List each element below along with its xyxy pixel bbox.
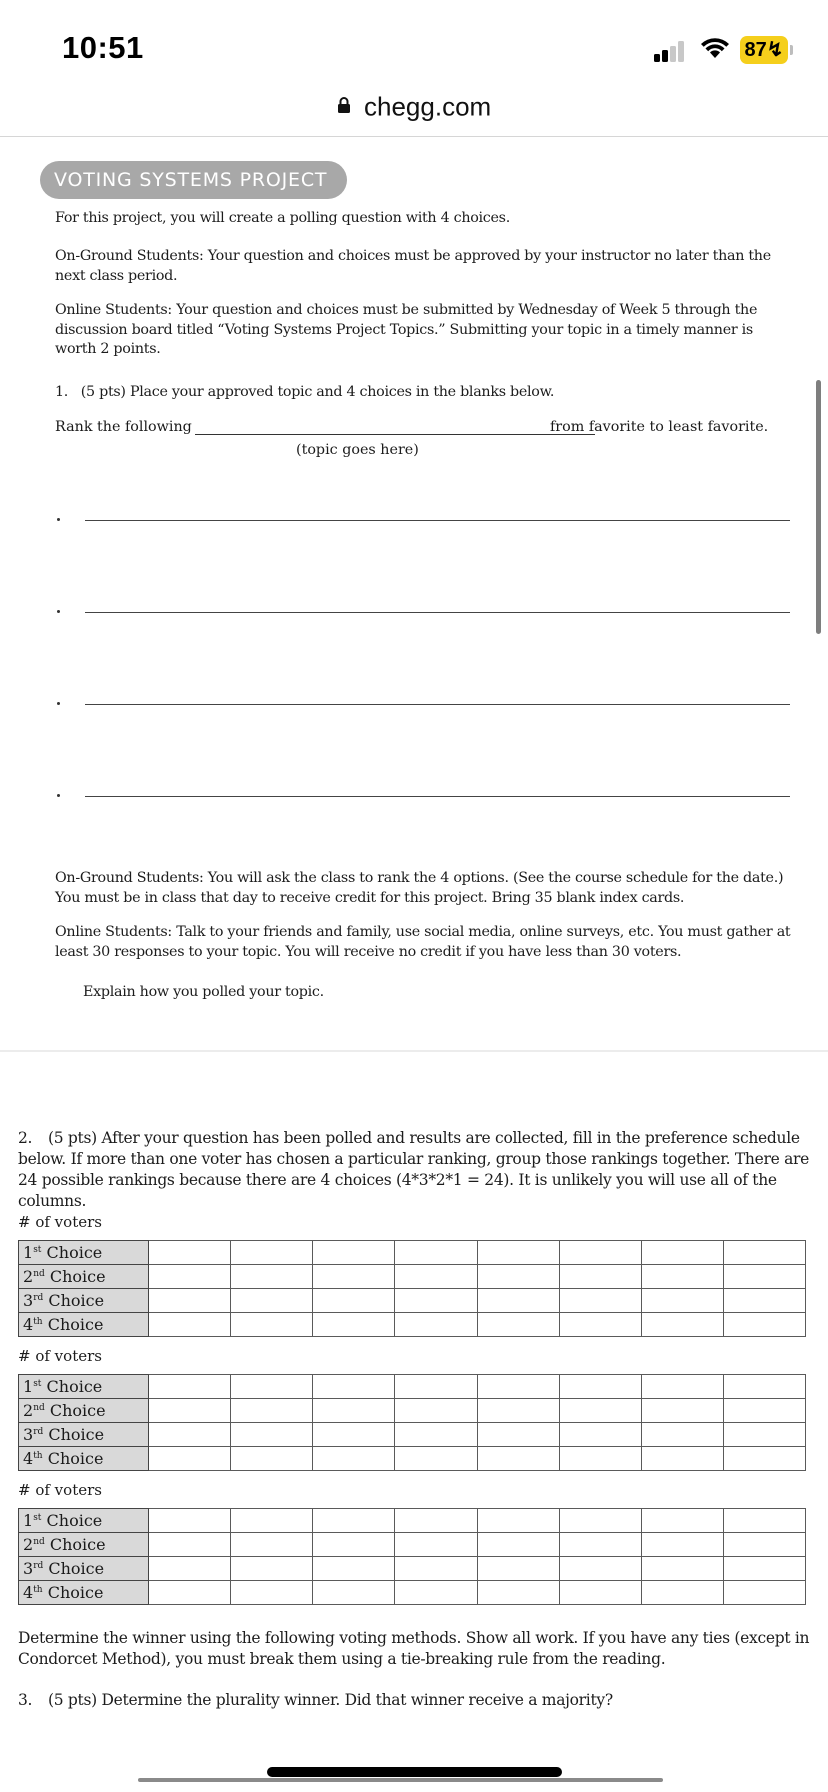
preference-cell[interactable] [231, 1289, 313, 1313]
preference-cell[interactable] [641, 1375, 723, 1399]
preference-cell[interactable] [149, 1447, 231, 1471]
preference-cell[interactable] [723, 1581, 805, 1605]
preference-cell[interactable] [559, 1399, 641, 1423]
preference-cell[interactable] [559, 1447, 641, 1471]
preference-cell[interactable] [395, 1533, 477, 1557]
preference-cell[interactable] [313, 1375, 395, 1399]
preference-cell[interactable] [641, 1241, 723, 1265]
online-topic-text: Online Students: Your question and choices must be submitted by Wednesday of Week 5 through the discussion board titled “Voting Systems Project Topics.” Submitting your topic in a timely manner is worth 2 points. [55, 302, 758, 357]
preference-cell[interactable] [641, 1289, 723, 1313]
charging-bolt-icon: ↯ [766, 39, 784, 61]
preference-cell[interactable] [395, 1289, 477, 1313]
battery-level: 87 [744, 39, 767, 61]
preference-cell[interactable] [313, 1533, 395, 1557]
preference-cell[interactable] [723, 1265, 805, 1289]
choice-rank-label: 1st Choice [19, 1509, 149, 1533]
preference-cell[interactable] [313, 1289, 395, 1313]
preference-row [19, 1375, 806, 1399]
status-bar [0, 0, 828, 98]
preference-cell[interactable] [641, 1423, 723, 1447]
preference-cell[interactable] [723, 1313, 805, 1337]
choice-blank-1 [55, 514, 790, 534]
preference-cell[interactable] [641, 1265, 723, 1289]
preference-cell[interactable] [395, 1399, 477, 1423]
preference-cell[interactable] [559, 1423, 641, 1447]
preference-table-3 [18, 1508, 806, 1605]
battery-nub [790, 45, 793, 55]
choice-rank-label: 3rd Choice [19, 1289, 149, 1313]
preference-cell[interactable] [477, 1557, 559, 1581]
preference-cell[interactable] [313, 1241, 395, 1265]
preference-cell[interactable] [231, 1557, 313, 1581]
preference-cell[interactable] [723, 1375, 805, 1399]
preference-cell[interactable] [559, 1265, 641, 1289]
preference-cell[interactable] [559, 1557, 641, 1581]
preference-cell[interactable] [559, 1509, 641, 1533]
preference-cell[interactable] [559, 1581, 641, 1605]
choice-rank-label: 4th Choice [19, 1581, 149, 1605]
choice-blank-4 [55, 790, 790, 810]
preference-cell[interactable] [313, 1265, 395, 1289]
choice-rank-label: 2nd Choice [19, 1533, 149, 1557]
preference-cell[interactable] [559, 1313, 641, 1337]
preference-row [19, 1399, 806, 1423]
preference-cell[interactable] [559, 1375, 641, 1399]
preference-cell[interactable] [149, 1509, 231, 1533]
topic-note: (topic goes here) [296, 442, 419, 458]
intro-text: For this project, you will create a polling question with 4 choices. [55, 210, 510, 226]
rank-line [55, 419, 795, 435]
preference-cell[interactable] [395, 1557, 477, 1581]
choice-rank-label: 3rd Choice [19, 1423, 149, 1447]
choice-blank-3 [55, 698, 790, 718]
question-2 [18, 1128, 814, 1212]
preference-cell[interactable] [723, 1399, 805, 1423]
bottom-toolbar-strip [138, 1778, 663, 1782]
choice-blank-2 [55, 606, 790, 626]
preference-cell[interactable] [149, 1533, 231, 1557]
rank-label-right: from favorite to least favorite. [550, 419, 769, 435]
preference-cell[interactable] [313, 1399, 395, 1423]
preference-cell[interactable] [641, 1557, 723, 1581]
question-3 [18, 1690, 814, 1711]
preference-cell[interactable] [559, 1241, 641, 1265]
preference-cell[interactable] [149, 1265, 231, 1289]
preference-cell[interactable] [477, 1265, 559, 1289]
voters-label-3: # of voters [18, 1481, 102, 1499]
preference-cell[interactable] [149, 1399, 231, 1423]
preference-cell[interactable] [231, 1313, 313, 1337]
preference-cell[interactable] [231, 1241, 313, 1265]
preference-table-1 [18, 1240, 806, 1337]
preference-cell[interactable] [231, 1265, 313, 1289]
preference-cell[interactable] [559, 1533, 641, 1557]
preference-row [19, 1265, 806, 1289]
battery-indicator [740, 36, 788, 64]
preference-cell[interactable] [477, 1581, 559, 1605]
preference-cell[interactable] [477, 1509, 559, 1533]
wifi-icon [700, 36, 730, 60]
preference-cell[interactable] [641, 1313, 723, 1337]
choice-rank-label: 2nd Choice [19, 1265, 149, 1289]
preference-table-2 [18, 1374, 806, 1471]
section-badge: VOTING SYSTEMS PROJECT [40, 161, 347, 199]
preference-row [19, 1313, 806, 1337]
question-2-text: (5 pts) After your question has been polled and results are collected, fill in the preference schedule below. If more than one voter has chosen a particular ranking, group those rankings together. There are 24 possible rankings because there are 4 choices (4*3*2*1 = 24). It is unlikely you will use all of the columns. [18, 1129, 809, 1210]
preference-cell[interactable] [313, 1557, 395, 1581]
lock-icon [337, 96, 351, 114]
preference-cell[interactable] [641, 1533, 723, 1557]
preference-cell[interactable] [149, 1241, 231, 1265]
preference-cell[interactable] [231, 1399, 313, 1423]
preference-cell[interactable] [395, 1447, 477, 1471]
explain-text: Explain how you polled your topic. [83, 984, 324, 1000]
preference-cell[interactable] [641, 1509, 723, 1533]
on-ground-poll-text: On-Ground Students: You will ask the class to rank the 4 options. (See the course schedule for the date.) You must be in class that day to receive credit for this project. Bring 35 blank index cards. [55, 870, 784, 906]
question-2-number: 2. [18, 1129, 33, 1147]
preference-table-2-body [19, 1375, 806, 1471]
preference-row [19, 1447, 806, 1471]
choice-rank-label: 1st Choice [19, 1375, 149, 1399]
preference-cell[interactable] [149, 1313, 231, 1337]
preference-cell[interactable] [231, 1509, 313, 1533]
rank-label-left: Rank the following [55, 419, 192, 435]
home-indicator[interactable] [267, 1767, 562, 1777]
page-separator [0, 1050, 828, 1052]
choice-rank-label: 1st Choice [19, 1241, 149, 1265]
choice-rank-label: 4th Choice [19, 1313, 149, 1337]
preference-row [19, 1533, 806, 1557]
preference-cell[interactable] [395, 1265, 477, 1289]
preference-cell[interactable] [231, 1581, 313, 1605]
preference-cell[interactable] [395, 1375, 477, 1399]
preference-cell[interactable] [395, 1509, 477, 1533]
url-text: chegg.com [364, 91, 492, 122]
choice-rank-label: 4th Choice [19, 1447, 149, 1471]
preference-row [19, 1581, 806, 1605]
preference-cell[interactable] [231, 1447, 313, 1471]
preference-cell[interactable] [149, 1423, 231, 1447]
preference-cell[interactable] [477, 1447, 559, 1471]
preference-cell[interactable] [477, 1313, 559, 1337]
preference-cell[interactable] [641, 1399, 723, 1423]
preference-cell[interactable] [641, 1447, 723, 1471]
preference-cell[interactable] [641, 1581, 723, 1605]
preference-cell[interactable] [313, 1423, 395, 1447]
preference-cell[interactable] [477, 1423, 559, 1447]
preference-cell[interactable] [395, 1241, 477, 1265]
cellular-signal-icon [654, 40, 688, 62]
preference-cell[interactable] [149, 1375, 231, 1399]
question-1: 1. (5 pts) Place your approved topic and 4 choices in the blanks below. [55, 384, 555, 400]
page-scrollbar[interactable] [816, 380, 821, 634]
topic-blank [195, 434, 595, 435]
preference-cell[interactable] [313, 1447, 395, 1471]
preference-cell[interactable] [477, 1289, 559, 1313]
preference-cell[interactable] [149, 1289, 231, 1313]
determine-text: Determine the winner using the following voting methods. Show all work. If you have any ties (except in Condorcet Method), you must break them using a tie-breaking rule from the reading. [18, 1629, 810, 1668]
preference-cell[interactable] [477, 1533, 559, 1557]
preference-row [19, 1509, 806, 1533]
preference-cell[interactable] [477, 1399, 559, 1423]
preference-cell[interactable] [395, 1423, 477, 1447]
preference-cell[interactable] [723, 1289, 805, 1313]
clock: 10:51 [62, 30, 144, 65]
preference-cell[interactable] [477, 1375, 559, 1399]
address-bar[interactable] [0, 90, 828, 130]
preference-cell[interactable] [231, 1375, 313, 1399]
preference-cell[interactable] [149, 1581, 231, 1605]
voters-label-1: # of voters [18, 1213, 102, 1231]
choice-rank-label: 2nd Choice [19, 1399, 149, 1423]
preference-cell[interactable] [395, 1313, 477, 1337]
preference-cell[interactable] [559, 1289, 641, 1313]
choice-rank-label: 3rd Choice [19, 1557, 149, 1581]
preference-cell[interactable] [313, 1313, 395, 1337]
question-3-text: (5 pts) Determine the plurality winner. Did that winner receive a majority? [48, 1691, 613, 1709]
preference-row [19, 1289, 806, 1313]
preference-table-3-body [19, 1509, 806, 1605]
preference-row [19, 1423, 806, 1447]
preference-cell[interactable] [231, 1423, 313, 1447]
preference-cell[interactable] [395, 1581, 477, 1605]
preference-row [19, 1241, 806, 1265]
preference-cell[interactable] [723, 1509, 805, 1533]
preference-row [19, 1557, 806, 1581]
preference-cell[interactable] [723, 1423, 805, 1447]
preference-cell[interactable] [149, 1557, 231, 1581]
preference-table-1-body [19, 1241, 806, 1337]
preference-cell[interactable] [231, 1533, 313, 1557]
preference-cell[interactable] [477, 1241, 559, 1265]
question-3-number: 3. [18, 1691, 33, 1709]
voters-label-2: # of voters [18, 1347, 102, 1365]
online-poll-text: Online Students: Talk to your friends and family, use social media, online surveys, etc. You must gather at least 30 responses to your topic. You will receive no credit if you have less than 30 voters. [55, 924, 791, 960]
preference-cell[interactable] [723, 1557, 805, 1581]
preference-cell[interactable] [313, 1581, 395, 1605]
preference-cell[interactable] [723, 1447, 805, 1471]
preference-cell[interactable] [723, 1241, 805, 1265]
preference-cell[interactable] [313, 1509, 395, 1533]
on-ground-topic-text: On-Ground Students: Your question and choices must be approved by your instructor no later than the next class period. [55, 248, 771, 284]
document-page-1 [0, 137, 828, 1050]
preference-cell[interactable] [723, 1533, 805, 1557]
